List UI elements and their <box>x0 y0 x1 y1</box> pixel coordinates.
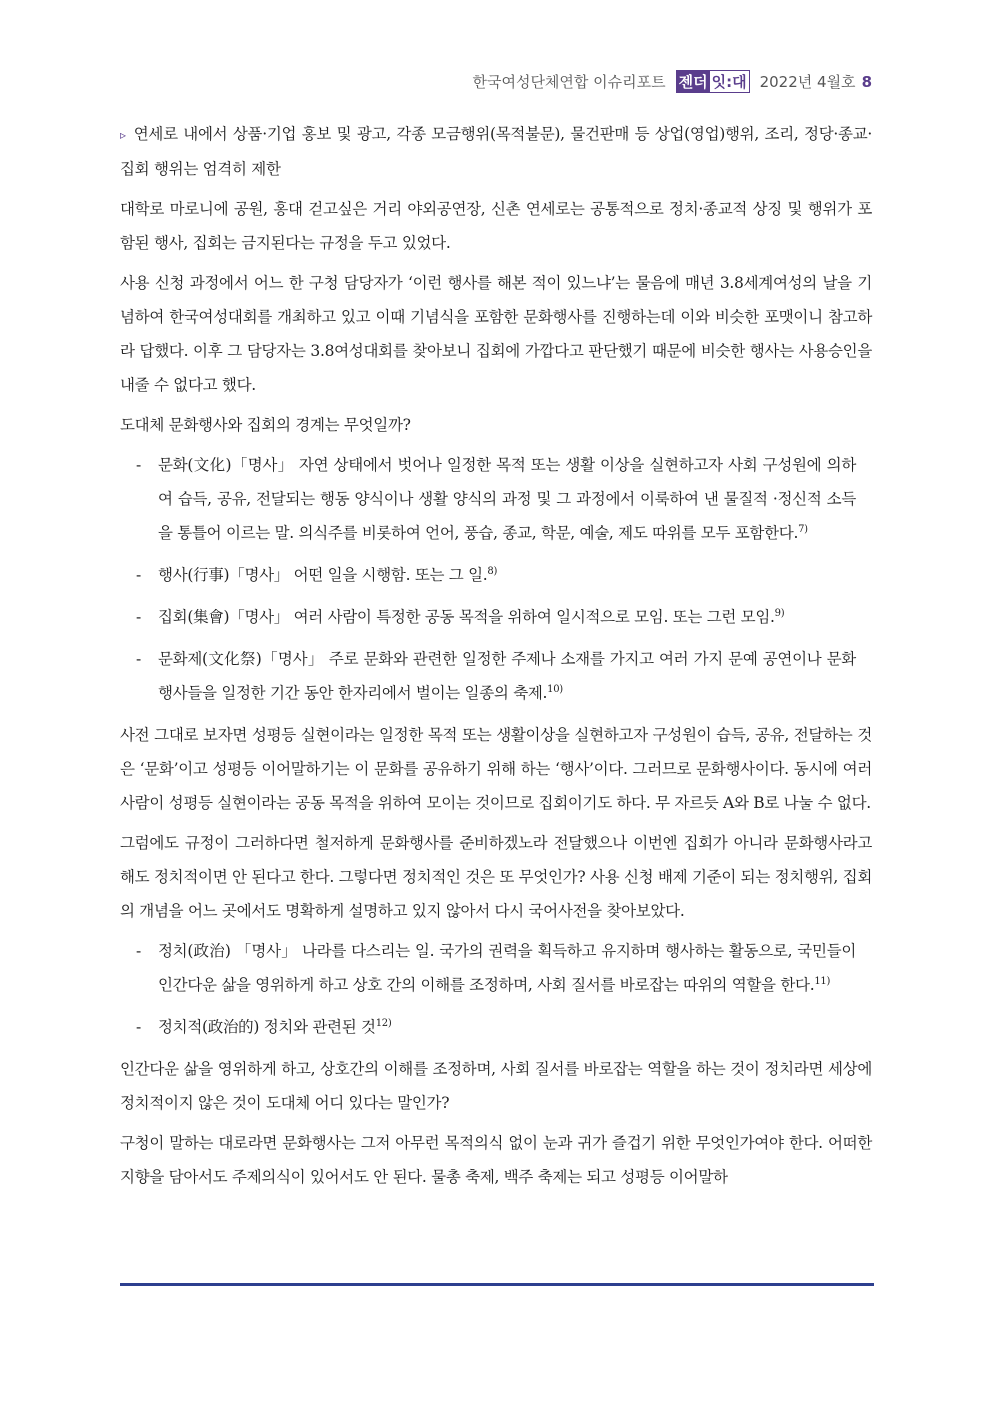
paragraph-6: 인간다운 삶을 영위하게 하고, 상호간의 이해를 조정하며, 사회 질서를 바로잡는 역할을 하는 것이 정치라면 세상에 정치적이지 않은 것이 도대체 어디 있다는 말인가? <box>120 1060 872 1112</box>
footnote-ref[interactable]: 9) <box>774 607 785 619</box>
paragraph-3: 도대체 문화행사와 집회의 경계는 무엇일까? <box>120 416 411 434</box>
footnote-ref[interactable]: 7) <box>798 523 808 535</box>
footnote-ref[interactable]: 12) <box>375 1017 392 1029</box>
definition-assembly <box>120 600 872 634</box>
dash-bullet: - <box>136 650 141 668</box>
paragraph-4: 사전 그대로 보자면 성평등 실현이라는 일정한 목적 또는 생활이상을 실현하고자 구성원이 습득, 공유, 전달하는 것은 ‘문화’이고 성평등 이어말하기는 이 문화를 공유하기 위해 하는 ‘행사’이다. 그러므로 문화행사이다. 동시에 여러 사람이 성평등 실현이라는 공동 목적을 위하여 모이는 것이므로 집회이기도 하다. 무 자르듯 A와 B로 나눌 수 없다. <box>120 726 872 812</box>
definition-text: 정치(政治) 「명사」 나라를 다스리는 일. 국가의 권력을 획득하고 유지하며 행사하는 활동으로, 국민들이 인간다운 삶을 영위하게 하고 상호 간의 이해를 조정하며, 사회 질서를 바로잡는 따위의 역할을 한다. <box>158 942 856 994</box>
definition-event <box>120 558 872 592</box>
footnote-ref[interactable]: 8) <box>487 565 498 577</box>
definition-culture <box>120 448 872 550</box>
publication-logo <box>676 70 750 93</box>
paragraph-5: 그럼에도 규정이 그러하다면 철저하게 문화행사를 준비하겠노라 전달했으나 이번엔 집회가 아니라 문화행사라고 해도 정치적이면 안 된다고 한다. 그렇다면 정치적인 것은 또 무엇인가? 사용 신청 배제 기준이 되는 정치행위, 집회의 개념을 어느 곳에서도 명확하게 설명하고 있지 않아서 다시 국어사전을 찾아보았다. <box>120 834 872 920</box>
page-number: 8 <box>861 72 872 91</box>
definition-political <box>120 1010 872 1044</box>
rule-item-text: 연세로 내에서 상품·기업 홍보 및 광고, 각종 모금행위(목적불문), 물건판매 등 상업(영업)행위, 조리, 정당·종교·집회 행위는 엄격히 제한 <box>120 125 872 178</box>
report-title: 한국여성단체연합 이슈리포트 <box>472 73 666 91</box>
footnote-ref[interactable]: 10) <box>547 683 563 695</box>
definition-text: 정치적(政治的) 정치와 관련된 것 <box>158 1018 376 1036</box>
definition-festival <box>120 642 872 710</box>
paragraph-2: 사용 신청 과정에서 어느 한 구청 담당자가 ‘이런 행사를 해본 적이 있느냐’는 물음에 매년 3.8세계여성의 날을 기념하여 한국여성대회를 개최하고 있고 이때 기념식을 포함한 문화행사를 진행하는데 이와 비슷한 포맷이니 참고하라 답했다. 이후 그 담당자는 3.8여성대회를 찾아보니 집회에 가깝다고 판단했기 때문에 비슷한 행사는 사용승인을 내줄 수 없다고 했다. <box>120 274 872 394</box>
rule-item <box>120 117 872 186</box>
triangle-bullet-icon: ▹ <box>120 128 126 142</box>
paragraph-7: 구청이 말하는 대로라면 문화행사는 그저 아무런 목적의식 없이 눈과 귀가 즐겁기 위한 무엇인가여야 한다. 어떠한 지향을 담아서도 주제의식이 있어서도 안 된다. 물총 축제, 백주 축제는 되고 성평등 이어말하 <box>120 1134 872 1186</box>
definition-text: 행사(行事)「명사」 어떤 일을 시행함. 또는 그 일. <box>158 566 488 584</box>
page-header <box>472 70 872 93</box>
paragraph-1: 대학로 마로니에 공원, 홍대 걷고싶은 거리 야외공연장, 신촌 연세로는 공통적으로 정치·종교적 상징 및 행위가 포함된 행사, 집회는 금지된다는 규정을 두고 있었다. <box>120 200 872 252</box>
definition-text: 집회(集會)「명사」 여러 사람이 특정한 공동 목적을 위하여 일시적으로 모임. 또는 그런 모임. <box>158 608 775 626</box>
logo-part-1: 젠더 <box>678 73 708 91</box>
footer-divider <box>120 1283 874 1286</box>
dash-bullet: - <box>136 456 141 474</box>
definition-text: 문화제(文化祭)「명사」 주로 문화와 관련한 일정한 주제나 소재를 가지고 여러 가지 문예 공연이나 문화 행사들을 일정한 기간 동안 한자리에서 벌이는 일종의 축제. <box>158 650 856 702</box>
definition-politics <box>120 934 872 1002</box>
issue-date: 2022년 4월호 <box>759 73 856 91</box>
dash-bullet: - <box>136 566 141 584</box>
footnote-ref[interactable]: 11) <box>814 975 831 987</box>
dash-bullet: - <box>136 608 141 626</box>
logo-part-2: 잇:대 <box>711 73 747 91</box>
document-body <box>120 117 872 1200</box>
dash-bullet: - <box>136 942 141 960</box>
definition-text: 문화(文化)「명사」 자연 상태에서 벗어나 일정한 목적 또는 생활 이상을 실현하고자 사회 구성원에 의하여 습득, 공유, 전달되는 행동 양식이나 생활 양식의 과정 및 그 과정에서 이룩하여 낸 물질적 ·정신적 소득을 통틀어 이르는 말. 의식주를 비롯하여 언어, 풍습, 종교, 학문, 예술, 제도 따위를 모두 포함한다. <box>158 456 856 542</box>
dash-bullet: - <box>136 1018 141 1036</box>
